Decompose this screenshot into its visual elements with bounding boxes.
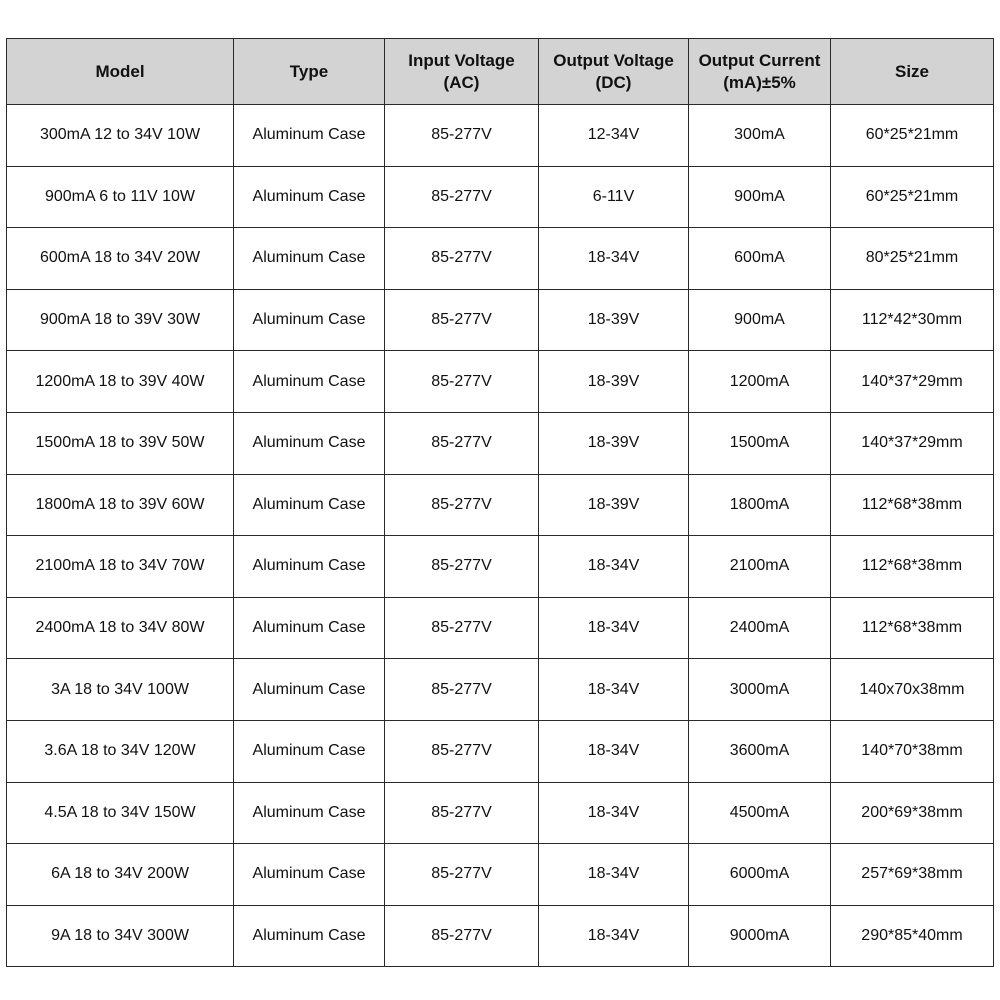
cell-output-voltage: 18-39V [539, 412, 689, 474]
cell-model: 600mA 18 to 34V 20W [7, 228, 234, 290]
cell-output-current: 2100mA [689, 536, 831, 598]
cell-output-current: 4500mA [689, 782, 831, 844]
cell-type: Aluminum Case [234, 289, 385, 351]
cell-input-voltage: 85-277V [385, 536, 539, 598]
cell-output-voltage: 18-34V [539, 720, 689, 782]
cell-model: 1200mA 18 to 39V 40W [7, 351, 234, 413]
cell-size: 112*68*38mm [831, 474, 994, 536]
cell-model: 1500mA 18 to 39V 50W [7, 412, 234, 474]
cell-output-current: 9000mA [689, 905, 831, 967]
cell-output-current: 1800mA [689, 474, 831, 536]
cell-output-voltage: 18-39V [539, 351, 689, 413]
header-model: Model [7, 39, 234, 105]
cell-input-voltage: 85-277V [385, 597, 539, 659]
cell-type: Aluminum Case [234, 166, 385, 228]
cell-size: 60*25*21mm [831, 166, 994, 228]
table-row [7, 105, 994, 167]
cell-model: 2100mA 18 to 34V 70W [7, 536, 234, 598]
cell-input-voltage: 85-277V [385, 105, 539, 167]
cell-output-voltage: 12-34V [539, 105, 689, 167]
cell-output-current: 2400mA [689, 597, 831, 659]
cell-size: 112*68*38mm [831, 536, 994, 598]
cell-size: 112*42*30mm [831, 289, 994, 351]
cell-input-voltage: 85-277V [385, 166, 539, 228]
table-row [7, 659, 994, 721]
cell-model: 6A 18 to 34V 200W [7, 844, 234, 906]
cell-size: 140*37*29mm [831, 351, 994, 413]
table-body [7, 105, 994, 967]
cell-type: Aluminum Case [234, 597, 385, 659]
cell-model: 900mA 6 to 11V 10W [7, 166, 234, 228]
cell-size: 60*25*21mm [831, 105, 994, 167]
header-type: Type [234, 39, 385, 105]
cell-output-current: 300mA [689, 105, 831, 167]
table-row [7, 905, 994, 967]
cell-size: 80*25*21mm [831, 228, 994, 290]
table-row [7, 720, 994, 782]
cell-type: Aluminum Case [234, 844, 385, 906]
cell-size: 140*37*29mm [831, 412, 994, 474]
cell-output-current: 6000mA [689, 844, 831, 906]
cell-type: Aluminum Case [234, 474, 385, 536]
cell-type: Aluminum Case [234, 536, 385, 598]
cell-size: 140*70*38mm [831, 720, 994, 782]
cell-output-voltage: 18-34V [539, 905, 689, 967]
cell-type: Aluminum Case [234, 228, 385, 290]
cell-input-voltage: 85-277V [385, 782, 539, 844]
cell-output-voltage: 18-34V [539, 844, 689, 906]
cell-input-voltage: 85-277V [385, 289, 539, 351]
table-row [7, 412, 994, 474]
cell-model: 3.6A 18 to 34V 120W [7, 720, 234, 782]
cell-output-voltage: 18-34V [539, 659, 689, 721]
cell-output-current: 900mA [689, 166, 831, 228]
table-row [7, 351, 994, 413]
header-output-voltage: Output Voltage (DC) [539, 39, 689, 105]
cell-type: Aluminum Case [234, 105, 385, 167]
cell-output-voltage: 18-34V [539, 597, 689, 659]
cell-input-voltage: 85-277V [385, 844, 539, 906]
cell-input-voltage: 85-277V [385, 474, 539, 536]
table-row [7, 228, 994, 290]
cell-model: 2400mA 18 to 34V 80W [7, 597, 234, 659]
table-header [7, 39, 994, 105]
cell-input-voltage: 85-277V [385, 412, 539, 474]
table-row [7, 474, 994, 536]
cell-input-voltage: 85-277V [385, 720, 539, 782]
cell-output-voltage: 18-34V [539, 782, 689, 844]
cell-type: Aluminum Case [234, 659, 385, 721]
cell-output-current: 1200mA [689, 351, 831, 413]
cell-output-voltage: 18-34V [539, 536, 689, 598]
cell-type: Aluminum Case [234, 720, 385, 782]
cell-output-current: 900mA [689, 289, 831, 351]
cell-output-current: 600mA [689, 228, 831, 290]
cell-output-voltage: 18-39V [539, 474, 689, 536]
cell-model: 900mA 18 to 39V 30W [7, 289, 234, 351]
cell-output-current: 3000mA [689, 659, 831, 721]
cell-size: 140x70x38mm [831, 659, 994, 721]
header-input-voltage: Input Voltage (AC) [385, 39, 539, 105]
table-row [7, 536, 994, 598]
cell-input-voltage: 85-277V [385, 905, 539, 967]
cell-input-voltage: 85-277V [385, 228, 539, 290]
cell-size: 200*69*38mm [831, 782, 994, 844]
cell-output-current: 3600mA [689, 720, 831, 782]
cell-model: 9A 18 to 34V 300W [7, 905, 234, 967]
table-row [7, 289, 994, 351]
table-row [7, 597, 994, 659]
header-size: Size [831, 39, 994, 105]
cell-size: 112*68*38mm [831, 597, 994, 659]
cell-type: Aluminum Case [234, 412, 385, 474]
spec-table [6, 38, 994, 967]
header-output-current: Output Current (mA)±5% [689, 39, 831, 105]
cell-size: 257*69*38mm [831, 844, 994, 906]
cell-input-voltage: 85-277V [385, 659, 539, 721]
cell-input-voltage: 85-277V [385, 351, 539, 413]
cell-model: 1800mA 18 to 39V 60W [7, 474, 234, 536]
cell-output-voltage: 18-39V [539, 289, 689, 351]
cell-model: 3A 18 to 34V 100W [7, 659, 234, 721]
cell-output-current: 1500mA [689, 412, 831, 474]
cell-model: 300mA 12 to 34V 10W [7, 105, 234, 167]
table-row [7, 782, 994, 844]
cell-size: 290*85*40mm [831, 905, 994, 967]
cell-output-voltage: 6-11V [539, 166, 689, 228]
cell-type: Aluminum Case [234, 782, 385, 844]
cell-model: 4.5A 18 to 34V 150W [7, 782, 234, 844]
table-row [7, 844, 994, 906]
cell-type: Aluminum Case [234, 905, 385, 967]
header-row [7, 39, 994, 105]
table-row [7, 166, 994, 228]
cell-output-voltage: 18-34V [539, 228, 689, 290]
cell-type: Aluminum Case [234, 351, 385, 413]
